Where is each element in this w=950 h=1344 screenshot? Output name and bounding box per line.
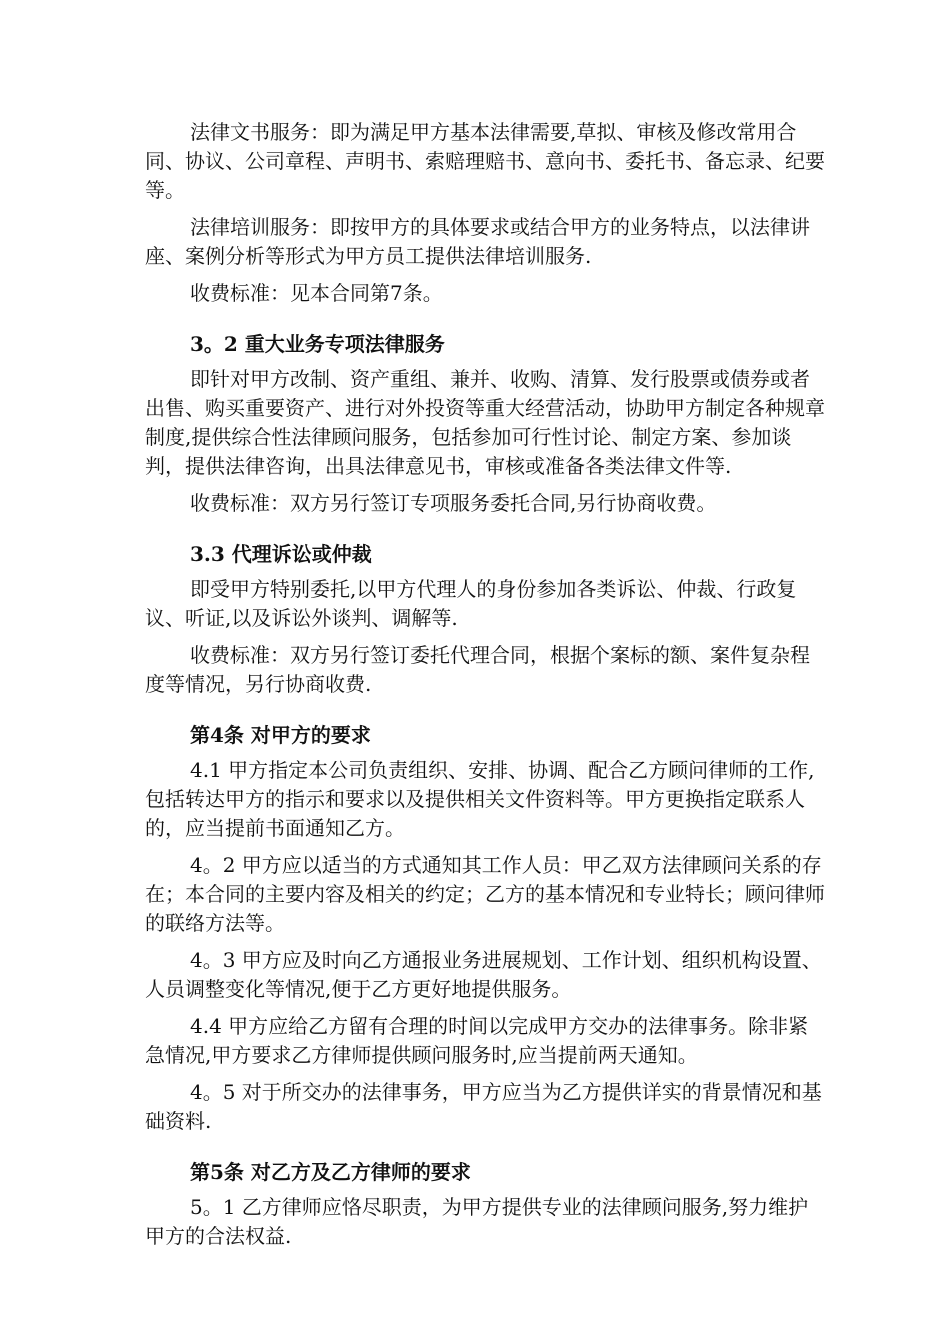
heading-3-3: 3.3 代理诉讼或仲裁 bbox=[190, 542, 372, 566]
paragraph-legal-training-service: 法律培训服务：即按甲方的具体要求或结合甲方的业务特点，以法律讲座、案例分析等形式为甲方员工提供法律培训服务. bbox=[145, 215, 810, 268]
paragraph-fee-standard-3: 收费标准：双方另行签订委托代理合同，根据个案标的额、案件复杂程度等情况，另行协商收费. bbox=[145, 643, 810, 696]
paragraph-major-business-service: 即针对甲方改制、资产重组、兼并、收购、清算、发行股票或债券或者出售、购买重要资产、进行对外投资等重大经营活动，协助甲方制定各种规章制度,提供综合性法律顾问服务，包括参加可行性讨论、制定方案、参加谈判，提供法律咨询，出具法律意见书，审核或准备各类法律文件等. bbox=[145, 367, 825, 478]
paragraph-4-3: 4。3 甲方应及时向乙方通报业务进展规划、工作计划、组织机构设置、人员调整变化等情况,便于乙方更好地提供服务。 bbox=[145, 948, 822, 1001]
paragraph-litigation-agency: 即受甲方特别委托,以甲方代理人的身份参加各类诉讼、仲裁、行政复议、听证,以及诉讼外谈判、调解等. bbox=[145, 577, 797, 630]
heading-article-5: 第5条 对乙方及乙方律师的要求 bbox=[190, 1160, 471, 1184]
paragraph-4-2: 4。2 甲方应以适当的方式通知其工作人员：甲乙双方法律顾问关系的存在；本合同的主要内容及相关的约定；乙方的基本情况和专业特长；顾问律师的联络方法等。 bbox=[145, 853, 825, 935]
heading-3-2: 3。2 重大业务专项法律服务 bbox=[190, 332, 445, 356]
paragraph-fee-standard-2: 收费标准：双方另行签订专项服务委托合同,另行协商收费。 bbox=[190, 491, 717, 515]
paragraph-4-4: 4.4 甲方应给乙方留有合理的时间以完成甲方交办的法律事务。除非紧急情况,甲方要求乙方律师提供顾问服务时,应当提前两天通知。 bbox=[145, 1014, 809, 1067]
heading-article-4: 第4条 对甲方的要求 bbox=[190, 723, 371, 747]
paragraph-4-1: 4.1 甲方指定本公司负责组织、安排、协调、配合乙方顾问律师的工作,包括转达甲方的指示和要求以及提供相关文件资料等。甲方更换指定联系人的，应当提前书面通知乙方。 bbox=[145, 758, 815, 840]
paragraph-4-5: 4。5 对于所交办的法律事务，甲方应当为乙方提供详实的背景情况和基础资料. bbox=[145, 1080, 822, 1133]
paragraph-fee-standard-1: 收费标准：见本合同第7条。 bbox=[190, 281, 443, 305]
paragraph-legal-document-service: 法律文书服务：即为满足甲方基本法律需要,草拟、审核及修改常用合同、协议、公司章程、声明书、索赔理赔书、意向书、委托书、备忘录、纪要等。 bbox=[145, 120, 825, 202]
document-body bbox=[145, 118, 825, 1259]
paragraph-5-1: 5。1 乙方律师应恪尽职责，为甲方提供专业的法律顾问服务,努力维护甲方的合法权益. bbox=[145, 1195, 809, 1248]
